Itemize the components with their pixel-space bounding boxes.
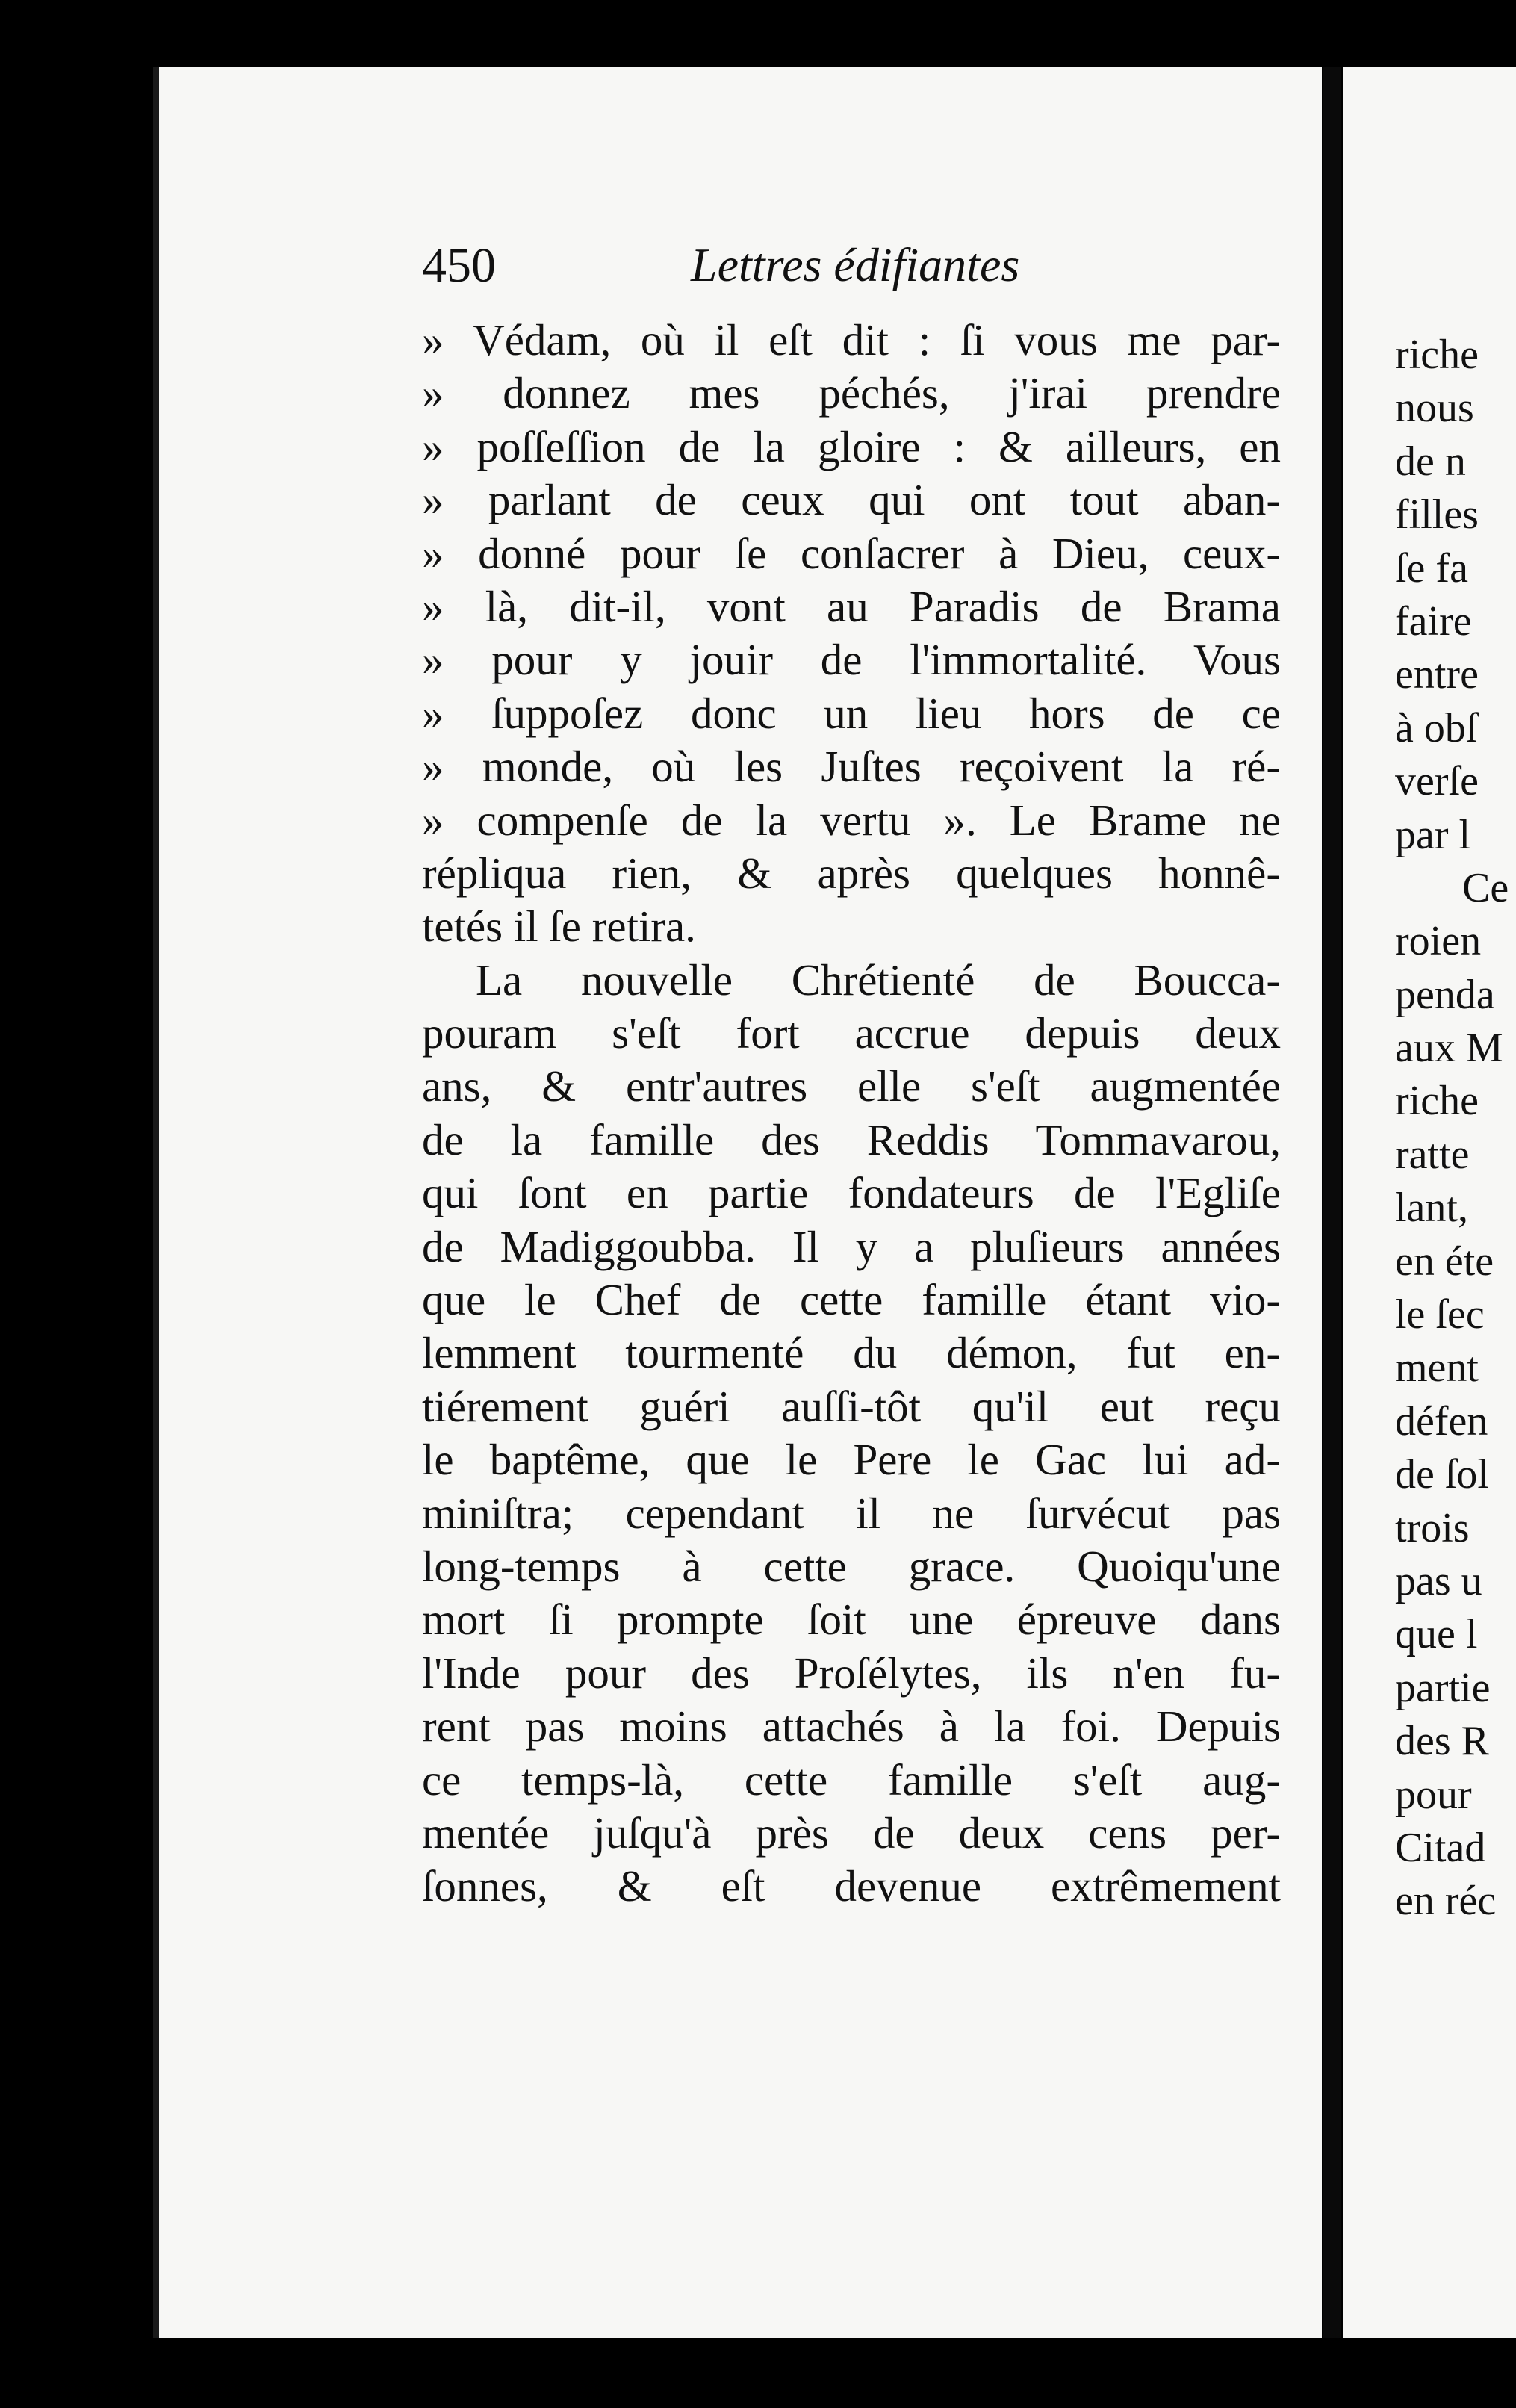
text-line: » Védam, où il eſt dit : ſi vous me par- bbox=[422, 315, 1281, 364]
text-line: que le Chef de cette famille étant vio- bbox=[422, 1275, 1281, 1325]
right-text-line: nous bbox=[1395, 385, 1474, 432]
running-title: Lettres édifiantes bbox=[691, 238, 1020, 291]
book-gutter bbox=[1323, 67, 1341, 2338]
right-text-line: aux M bbox=[1395, 1025, 1503, 1072]
right-text-line: faire bbox=[1395, 598, 1472, 645]
text-line: » monde, où les Juſtes reçoivent la ré- bbox=[422, 742, 1281, 792]
right-text-line: par l bbox=[1395, 811, 1471, 858]
right-text-line: trois bbox=[1395, 1504, 1470, 1551]
right-text-line: pas u bbox=[1395, 1557, 1482, 1604]
text-line: ce temps-là, cette famille s'eſt aug- bbox=[422, 1754, 1281, 1805]
right-text-line: penda bbox=[1395, 971, 1495, 1018]
right-text-line: ratte bbox=[1395, 1131, 1470, 1178]
text-line: » ſuppoſez donc un lieu hors de ce bbox=[422, 688, 1281, 738]
text-line: La nouvelle Chrétienté de Boucca- bbox=[476, 955, 1281, 1005]
right-text-line: en éte bbox=[1395, 1238, 1494, 1285]
right-text-line: Ce bbox=[1462, 864, 1509, 911]
text-line: » donné pour ſe conſacrer à Dieu, ceux- bbox=[422, 528, 1281, 578]
text-line: ans, & entr'autres elle s'eſt augmentée bbox=[422, 1061, 1281, 1111]
text-line: pouram s'eſt fort accrue depuis deux bbox=[422, 1008, 1281, 1058]
text-line: l'Inde pour des Proſélytes, ils n'en fu- bbox=[422, 1648, 1281, 1698]
text-line: » poſſeſſion de la gloire : & ailleurs, en bbox=[422, 421, 1281, 471]
right-text-line: partie bbox=[1395, 1664, 1491, 1711]
text-line: » compenſe de la vertu ». Le Brame ne bbox=[422, 795, 1281, 845]
text-line: miniſtra; cependant il ne ſurvécut pas bbox=[422, 1488, 1281, 1538]
text-line: de la famille des Reddis Tommavarou, bbox=[422, 1114, 1281, 1164]
right-text-line: riche bbox=[1395, 1078, 1479, 1125]
right-text-line: verſe bbox=[1395, 758, 1479, 805]
text-line: tetés il ſe retira. bbox=[422, 902, 696, 952]
right-text-line: de ſol bbox=[1395, 1451, 1489, 1498]
right-text-line: Citad bbox=[1395, 1824, 1486, 1871]
right-text-line: défen bbox=[1395, 1397, 1488, 1445]
right-text-line: lant, bbox=[1395, 1185, 1468, 1232]
text-line: » pour y jouir de l'immortalité. Vous bbox=[422, 635, 1281, 685]
text-line: rent pas moins attachés à la foi. Depuis bbox=[422, 1701, 1281, 1751]
body-text bbox=[422, 314, 1281, 1914]
right-text-line: filles bbox=[1395, 491, 1479, 539]
text-line: répliqua rien, & après quelques honnê- bbox=[422, 848, 1281, 898]
text-line: » parlant de ceux qui ont tout aban- bbox=[422, 475, 1281, 525]
text-line: le baptême, que le Pere le Gac lui ad- bbox=[422, 1435, 1281, 1485]
text-line: » là, dit-il, vont au Paradis de Brama bbox=[422, 581, 1281, 631]
text-line: de Madiggoubba. Il y a pluſieurs années bbox=[422, 1221, 1281, 1271]
text-line: » donnez mes péchés, j'irai prendre bbox=[422, 368, 1281, 418]
text-line: tiérement guéri auſſi-tôt qu'il eut reçu bbox=[422, 1381, 1281, 1431]
right-text-line: pour bbox=[1395, 1771, 1472, 1818]
right-text-line: ſe fa bbox=[1395, 544, 1468, 592]
right-text-line: riche bbox=[1395, 332, 1479, 378]
right-text-line: de n bbox=[1395, 438, 1466, 485]
page-number: 450 bbox=[422, 238, 496, 293]
text-line: lemment tourmenté du démon, fut en- bbox=[422, 1328, 1281, 1378]
right-text-line: en réc bbox=[1395, 1878, 1497, 1925]
text-line: mentée juſqu'à près de deux cens per- bbox=[422, 1807, 1281, 1858]
text-line: long-temps à cette grace. Quoiqu'une bbox=[422, 1541, 1281, 1591]
text-line: mort ſi prompte ſoit une épreuve dans bbox=[422, 1595, 1281, 1645]
right-text-line: le ſec bbox=[1395, 1291, 1485, 1338]
right-text-line: que l bbox=[1395, 1611, 1478, 1658]
text-line: qui ſont en partie fondateurs de l'Egliſe bbox=[422, 1168, 1281, 1218]
right-text-line: entre bbox=[1395, 651, 1479, 698]
running-header bbox=[422, 238, 1303, 305]
right-text-line: à obſ bbox=[1395, 704, 1478, 751]
right-page-text-fragment bbox=[1395, 329, 1516, 1928]
right-text-line: des R bbox=[1395, 1718, 1489, 1765]
right-text-line: ment bbox=[1395, 1344, 1479, 1391]
text-line: ſonnes, & eſt devenue extrêmement bbox=[422, 1861, 1281, 1911]
right-text-line: roien bbox=[1395, 918, 1482, 965]
